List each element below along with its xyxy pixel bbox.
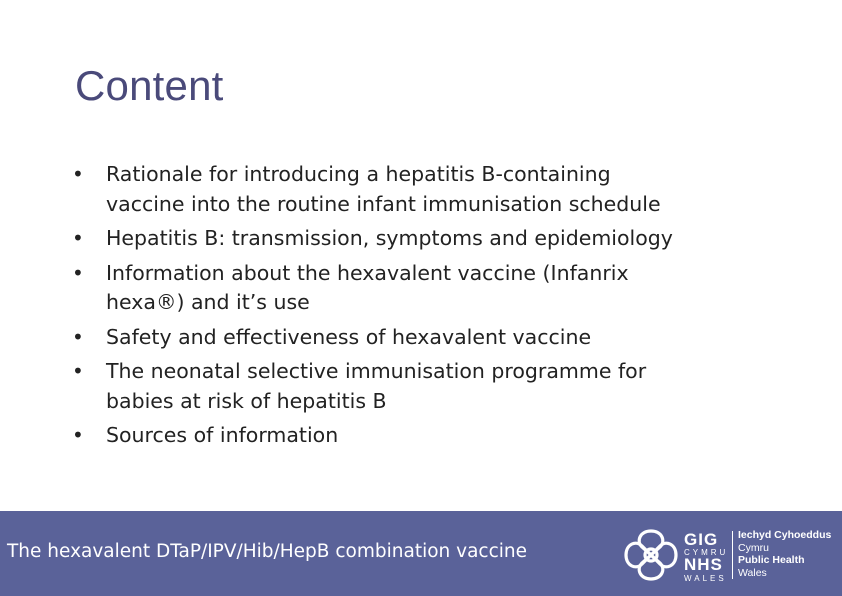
- footer-bar: [0, 511, 842, 596]
- bullet-text: Information about the hexavalent vaccine (Infanrix: [106, 260, 629, 285]
- bullet-text: Sources of information: [106, 423, 339, 447]
- bullet-text: Safety and effectiveness of hexavalent vaccine: [106, 324, 592, 349]
- logo-divider: [732, 531, 733, 579]
- logo-nhs-text: NHS: [684, 555, 723, 574]
- slide-title: Content: [75, 62, 224, 109]
- bullet-text-continued: hexa®) and it’s use: [106, 290, 310, 314]
- bullet-list: [70, 160, 810, 456]
- logo-cymru-text: CYMRU: [684, 548, 729, 557]
- footer-caption: The hexavalent DTaP/IPV/Hib/HepB combination vaccine: [7, 541, 528, 562]
- logo-gig-text: GIG: [684, 530, 719, 549]
- bullet-dot: •: [72, 324, 84, 349]
- nhs-wales-logo: [622, 525, 837, 585]
- bullet-text: Rationale for introducing a hepatitis B-containing: [106, 162, 611, 186]
- logo-organisation-name: [738, 529, 831, 579]
- bullet-text: Hepatitis B: transmission, symptoms and epidemiology: [106, 226, 673, 250]
- bullet-text-continued: babies at risk of hepatitis B: [106, 388, 387, 413]
- bullet-text: The neonatal selective immunisation programme for: [106, 359, 647, 383]
- bullet-dot: •: [72, 423, 84, 447]
- bullet-item: [70, 421, 810, 451]
- bullet-dot: •: [72, 162, 84, 186]
- logo-welsh-name-line2: Cymru: [738, 541, 769, 554]
- bullet-item: [70, 224, 810, 254]
- bullet-item: [70, 357, 810, 416]
- bullet-dot: •: [72, 260, 84, 285]
- bullet-item: [70, 323, 810, 353]
- logo-english-name-line1: Public Health: [738, 554, 805, 566]
- logo-english-name-line2: Wales: [738, 566, 767, 579]
- logo-welsh-name-line1: Iechyd Cyhoeddus: [738, 529, 832, 541]
- bullet-dot: •: [72, 226, 84, 250]
- bullet-item: [70, 259, 810, 318]
- bullet-text-continued: vaccine into the routine infant immunisation schedule: [106, 191, 661, 216]
- celtic-knot-icon: [622, 527, 680, 583]
- logo-wales-text: WALES: [684, 574, 727, 583]
- bullet-dot: •: [72, 359, 84, 383]
- bullet-item: [70, 160, 810, 219]
